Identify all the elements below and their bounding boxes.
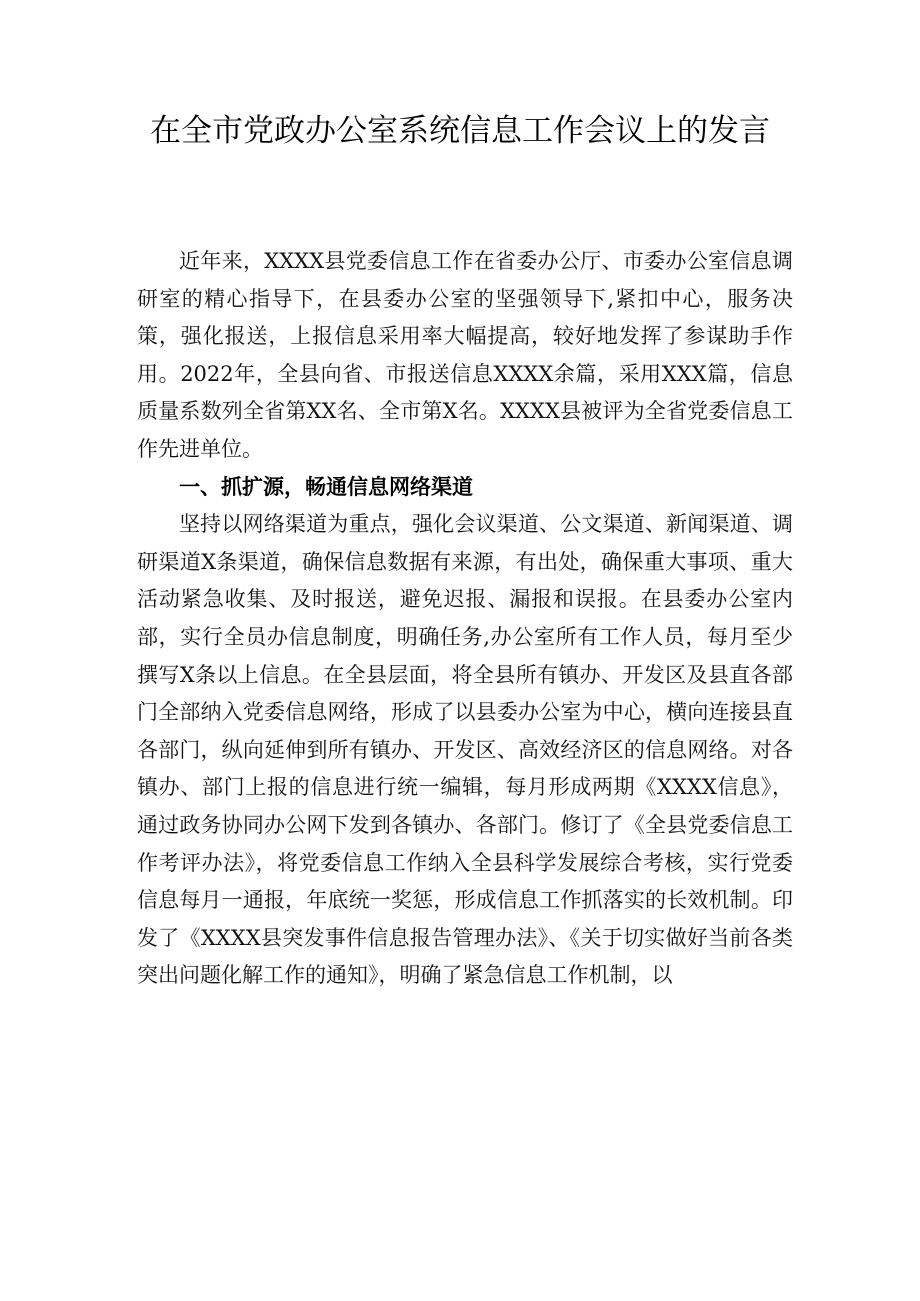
section-heading: 一、抓扩源，畅通信息网络渠道	[179, 474, 473, 499]
document-body	[137, 243, 793, 995]
section-paragraph: 坚持以网络渠道为重点，强化会议渠道、公文渠道、新闻渠道、调研渠道X条渠道，确保信息数据有来源，有出处，确保重大事项、重大活动紧急收集、及时报送，避免迟报、漏报和误报。在县委办公室内部，实行全员办信息制度，明确任务,办公室所有工作人员，每月至少撰写X条以上信息。在全县层面，将全县所有镇办、开发区及县直各部门全部纳入党委信息网络，形成了以县委办公室为中心，横向连接县直各部门，纵向延伸到所有镇办、开发区、高效经济区的信息网络。对各镇办、部门上报的信息进行统一编辑，每月形成两期《XXXX信息》，通过政务协同办公网下发到各镇办、各部门。修订了《全县党委信息工作考评办法》，将党委信息工作纳入全县科学发展综合考核，实行党委信息每月一通报，年底统一奖惩，形成信息工作抓落实的长效机制。印发了《XXXX县突发事件信息报告管理办法》、《关于切实做好当前各类突出问题化解工作的通知》，明确了紧急信息工作机制，以	[137, 512, 793, 988]
intro-paragraph: 近年来，XXXX县党委信息工作在省委办公厅、市委办公室信息调研室的精心指导下，在县委办公室的坚强领导下,紧扣中心，服务决策，强化报送，上报信息采用率大幅提高，较好地发挥了参谋助手作用。2022年，全县向省、市报送信息XXXX余篇，采用XXX篇，信息质量系数列全省第XX名、全市第X名。XXXX县被评为全省党委信息工作先进单位。	[137, 249, 793, 461]
document-title: 在全市党政办公室系统信息工作会议上的发言	[150, 113, 770, 149]
